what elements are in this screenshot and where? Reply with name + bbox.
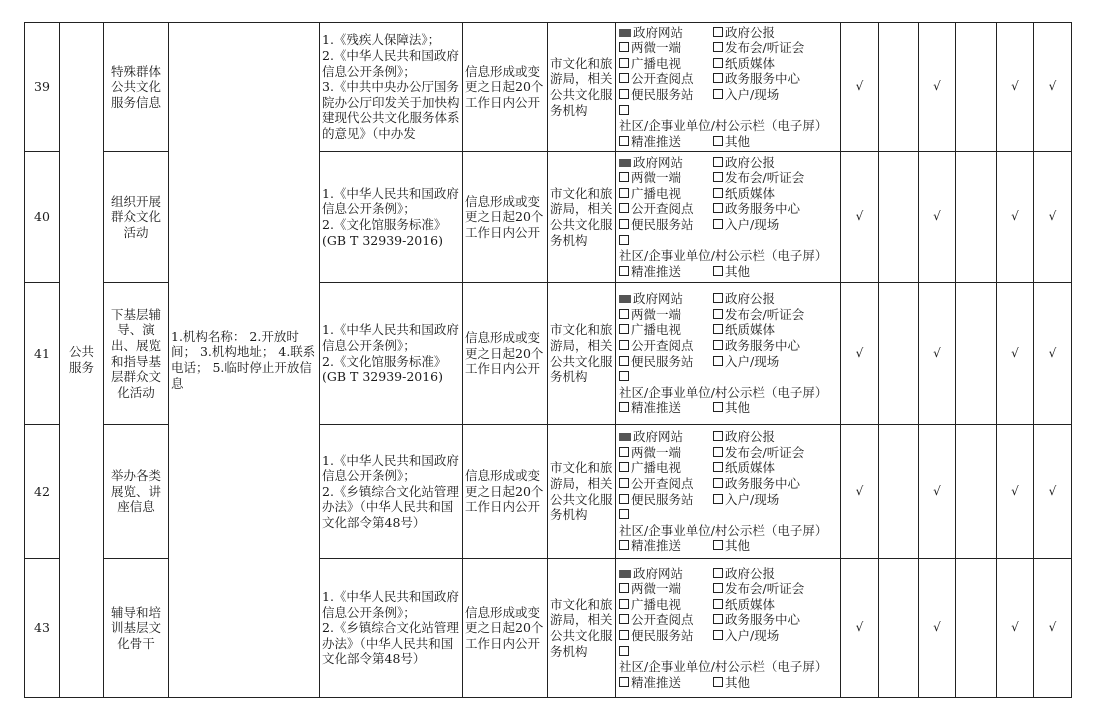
channel-label: 两微一端 — [631, 40, 682, 56]
check-mark-cell: √ — [841, 23, 879, 152]
check-mark-cell: √ — [919, 283, 956, 425]
checkbox-icon — [713, 188, 723, 198]
checkbox-icon — [619, 309, 629, 319]
subject-cell: 市文化和旅游局，相关公共文化服务机构 — [548, 559, 616, 698]
channel-option — [619, 217, 713, 233]
row-number: 42 — [25, 425, 60, 559]
check-mark-cell: √ — [1034, 559, 1072, 698]
check-mark-cell: √ — [919, 23, 956, 152]
checkbox-icon — [713, 58, 723, 68]
check-mark-cell: √ — [841, 152, 879, 283]
check-mark-cell: √ — [1034, 152, 1072, 283]
channel-option — [619, 675, 713, 691]
checkbox-icon — [713, 266, 723, 276]
check-mark-cell: √ — [1034, 23, 1072, 152]
checkbox-icon — [619, 42, 629, 52]
channel-label: 便民服务站 — [631, 217, 694, 232]
channel-cell — [616, 425, 841, 559]
channel-label: 两微一端 — [631, 170, 682, 186]
checkbox-icon — [713, 402, 723, 412]
checkbox-icon — [619, 478, 629, 488]
checkbox-icon — [713, 293, 723, 303]
subject-cell: 市文化和旅游局，相关公共文化服务机构 — [548, 23, 616, 152]
checkbox-icon — [619, 540, 629, 550]
channel-option — [713, 476, 838, 492]
channel-label: 发布会/听证会 — [725, 444, 805, 460]
channel-option — [713, 460, 838, 476]
channel-label: 其他 — [725, 538, 751, 554]
channel-label: 入户/现场 — [725, 353, 780, 369]
channel-label: 公开查阅点 — [631, 475, 694, 491]
channel-label: 发布会/听证会 — [725, 170, 805, 186]
item-cell: 举办各类展览、讲座信息 — [104, 425, 169, 559]
table-row — [25, 23, 1072, 152]
checkbox-icon — [619, 614, 629, 624]
channel-option — [713, 612, 838, 628]
checkbox-icon — [619, 89, 629, 99]
checkbox-icon — [619, 462, 629, 472]
channel-option — [619, 170, 713, 186]
basis-line: 1.《中华人民共和国政府信息公开条例》； — [322, 452, 459, 484]
channel-label: 公开查阅点 — [631, 71, 694, 87]
channel-option — [619, 492, 713, 508]
channel-option — [619, 628, 713, 644]
check-mark-cell: √ — [997, 425, 1034, 559]
channel-label: 纸质媒体 — [725, 596, 776, 612]
check-mark-cell: √ — [997, 152, 1034, 283]
channel-label: 其他 — [725, 400, 751, 416]
channel-option — [713, 170, 838, 186]
channel-label: 精准推送 — [631, 400, 682, 416]
checkbox-icon — [619, 371, 629, 381]
channel-option — [713, 429, 838, 445]
channel-option — [619, 186, 713, 202]
checkbox-icon — [619, 340, 629, 350]
channel-option — [713, 134, 838, 150]
channel-option — [619, 134, 713, 150]
item-cell: 辅导和培训基层文化骨干 — [104, 559, 169, 698]
basis-line: 3.《中共中央办公厅国务院办公厅印发关于加快构建现代公共文化服务体系的意见》（中办发 — [322, 79, 460, 141]
check-mark-cell: √ — [997, 559, 1034, 698]
channel-label: 广播电视 — [631, 55, 682, 71]
channel-option — [713, 186, 838, 202]
checkbox-icon — [619, 29, 631, 37]
channel-option — [619, 233, 838, 264]
time-cell: 信息形成或变更之日起20个工作日内公开 — [463, 425, 548, 559]
checkbox-icon — [619, 159, 631, 167]
check-mark-cell — [879, 23, 919, 152]
checkbox-icon — [619, 172, 629, 182]
checkbox-icon — [713, 568, 723, 578]
checkbox-icon — [713, 203, 723, 213]
channel-label: 入户/现场 — [725, 87, 780, 102]
check-mark-cell — [879, 283, 919, 425]
checkbox-icon — [619, 570, 631, 578]
channel-label: 政府网站 — [633, 291, 684, 307]
basis-line: 2.《乡镇综合文化站管理办法》（中华人民共和国文化部令第48号） — [322, 620, 459, 667]
checkbox-icon — [713, 27, 723, 37]
channel-option — [619, 460, 713, 476]
channel-label: 纸质媒体 — [725, 460, 776, 476]
channel-option — [619, 369, 838, 400]
check-mark-cell — [956, 152, 997, 283]
channel-label: 入户/现场 — [725, 217, 780, 232]
channel-option — [619, 581, 713, 597]
basis-cell — [320, 283, 463, 425]
checkbox-icon — [619, 203, 629, 213]
channel-label: 政府网站 — [633, 429, 684, 445]
checkbox-icon — [619, 583, 629, 593]
channel-option — [619, 322, 713, 338]
checkbox-icon — [619, 235, 629, 245]
channel-label: 政府公报 — [725, 291, 776, 307]
channel-label: 政府网站 — [633, 24, 684, 40]
check-mark-cell: √ — [841, 283, 879, 425]
basis-cell — [320, 23, 463, 152]
basis-line: 2.《文化馆服务标准》(GB T 32939-2016) — [322, 217, 447, 248]
channel-option — [619, 87, 713, 103]
check-mark-cell: √ — [841, 559, 879, 698]
row-number: 40 — [25, 152, 60, 283]
channel-label: 精准推送 — [631, 263, 682, 279]
basis-line: 2.《中华人民共和国政府信息公开条例》； — [322, 48, 459, 79]
channel-label: 其他 — [725, 674, 751, 690]
channel-label: 政府公报 — [725, 24, 776, 40]
checkbox-icon — [713, 340, 723, 350]
channel-option — [713, 675, 838, 691]
check-mark-cell: √ — [997, 283, 1034, 425]
channel-option — [713, 201, 838, 217]
basis-line: 1.《残疾人保障法》； — [322, 32, 441, 48]
channel-cell — [616, 152, 841, 283]
channel-option — [619, 264, 713, 280]
channel-cell — [616, 559, 841, 698]
channel-option — [713, 538, 838, 554]
checkbox-icon — [619, 219, 629, 229]
channel-label: 社区/企事业单位/村公示栏（电子屏） — [619, 522, 828, 538]
channel-label: 发布会/听证会 — [725, 581, 805, 597]
channel-option — [619, 445, 713, 461]
channel-label: 政务服务中心 — [725, 475, 801, 491]
channel-option — [619, 507, 838, 538]
channel-label: 广播电视 — [631, 596, 682, 612]
channel-option — [619, 155, 713, 171]
channel-option — [713, 25, 838, 41]
channel-option — [713, 291, 838, 307]
channel-option — [713, 354, 838, 370]
channel-label: 政府网站 — [633, 565, 684, 581]
channel-option — [713, 338, 838, 354]
checkbox-icon — [713, 478, 723, 488]
item-cell: 特殊群体公共文化服务信息 — [104, 23, 169, 152]
channel-option — [619, 56, 713, 72]
row-number: 43 — [25, 559, 60, 698]
channel-option — [619, 40, 713, 56]
basis-line: 1.《中华人民共和国政府信息公开条例》； — [322, 185, 459, 217]
check-mark-cell: √ — [919, 152, 956, 283]
check-mark-cell — [956, 425, 997, 559]
check-mark-cell: √ — [1034, 283, 1072, 425]
channel-option — [713, 400, 838, 416]
channel-label: 便民服务站 — [631, 628, 694, 643]
channel-label: 政务服务中心 — [725, 201, 801, 217]
basis-cell — [320, 152, 463, 283]
check-mark-cell — [879, 559, 919, 698]
channel-option — [619, 354, 713, 370]
checkbox-icon — [713, 73, 723, 83]
disclosure-table — [24, 22, 1072, 698]
checkbox-icon — [713, 630, 723, 640]
item-cell: 下基层辅导、演出、展览和指导基层群众文化活动 — [104, 283, 169, 425]
channel-label: 政务服务中心 — [725, 337, 801, 353]
channel-option — [619, 291, 713, 307]
channel-cell — [616, 23, 841, 152]
checkbox-icon — [713, 462, 723, 472]
checkbox-icon — [619, 295, 631, 303]
check-mark-cell — [956, 283, 997, 425]
time-cell: 信息形成或变更之日起20个工作日内公开 — [463, 559, 548, 698]
channel-option — [619, 71, 713, 87]
channel-label: 其他 — [725, 133, 751, 149]
content-cell: 1.机构名称： 2.开放时间； 3.机构地址； 4.联系电话； 5.临时停止开放信息 — [169, 23, 320, 698]
channel-label: 精准推送 — [631, 538, 682, 554]
channel-label: 政府公报 — [725, 565, 776, 581]
subject-cell: 市文化和旅游局，相关公共文化服务机构 — [548, 425, 616, 559]
channel-option — [619, 644, 838, 675]
checkbox-icon — [619, 447, 629, 457]
checkbox-icon — [619, 402, 629, 412]
checkbox-icon — [713, 356, 723, 366]
item-cell: 组织开展群众文化活动 — [104, 152, 169, 283]
check-mark-cell: √ — [919, 425, 956, 559]
checkbox-icon — [619, 599, 629, 609]
checkbox-icon — [619, 58, 629, 68]
checkbox-icon — [713, 219, 723, 229]
checkbox-icon — [713, 540, 723, 550]
channel-option — [619, 307, 713, 323]
checkbox-icon — [619, 188, 629, 198]
channel-label: 公开查阅点 — [631, 612, 694, 628]
subject-cell: 市文化和旅游局，相关公共文化服务机构 — [548, 152, 616, 283]
check-mark-cell: √ — [997, 23, 1034, 152]
checkbox-icon — [713, 599, 723, 609]
channel-option — [713, 597, 838, 613]
channel-label: 政府网站 — [633, 154, 684, 170]
time-cell: 信息形成或变更之日起20个工作日内公开 — [463, 152, 548, 283]
checkbox-icon — [619, 324, 629, 334]
channel-label: 广播电视 — [631, 185, 682, 201]
channel-label: 精准推送 — [631, 674, 682, 690]
row-number: 39 — [25, 23, 60, 152]
checkbox-icon — [713, 614, 723, 624]
channel-option — [713, 307, 838, 323]
checkbox-icon — [713, 157, 723, 167]
basis-line: 1.《中华人民共和国政府信息公开条例》； — [322, 589, 459, 620]
check-mark-cell: √ — [841, 425, 879, 559]
check-mark-cell: √ — [1034, 425, 1072, 559]
checkbox-icon — [619, 136, 629, 146]
checkbox-icon — [713, 583, 723, 593]
checkbox-icon — [619, 646, 629, 656]
checkbox-icon — [619, 105, 629, 115]
channel-label: 社区/企事业单位/村公示栏（电子屏） — [619, 118, 828, 134]
channel-label: 便民服务站 — [631, 353, 694, 369]
channel-label: 纸质媒体 — [725, 55, 776, 71]
channel-option — [713, 217, 838, 233]
channel-label: 纸质媒体 — [725, 322, 776, 338]
channel-label: 社区/企事业单位/村公示栏（电子屏） — [619, 248, 828, 264]
channel-cell — [616, 283, 841, 425]
basis-cell — [320, 559, 463, 698]
checkbox-icon — [619, 356, 629, 366]
channel-label: 政务服务中心 — [725, 71, 801, 87]
channel-label: 政府公报 — [725, 429, 776, 445]
checkbox-icon — [713, 42, 723, 52]
channel-label: 入户/现场 — [725, 628, 780, 643]
channel-option — [619, 597, 713, 613]
channel-option — [619, 201, 713, 217]
basis-line: 2.《文化馆服务标准》(GB T 32939-2016) — [322, 353, 447, 385]
channel-option — [619, 476, 713, 492]
check-mark-cell: √ — [919, 559, 956, 698]
channel-label: 公开查阅点 — [631, 337, 694, 353]
channel-label: 广播电视 — [631, 322, 682, 338]
channel-label: 社区/企事业单位/村公示栏（电子屏） — [619, 384, 828, 400]
checkbox-icon — [713, 172, 723, 182]
channel-label: 发布会/听证会 — [725, 306, 805, 322]
channel-option — [619, 566, 713, 582]
channel-label: 社区/企事业单位/村公示栏（电子屏） — [619, 659, 828, 675]
channel-option — [713, 322, 838, 338]
checkbox-icon — [619, 677, 629, 687]
checkbox-icon — [713, 447, 723, 457]
time-cell: 信息形成或变更之日起20个工作日内公开 — [463, 283, 548, 425]
checkbox-icon — [713, 494, 723, 504]
channel-label: 两微一端 — [631, 444, 682, 460]
checkbox-icon — [713, 136, 723, 146]
check-mark-cell — [956, 23, 997, 152]
checkbox-icon — [619, 73, 629, 83]
checkbox-icon — [619, 494, 629, 504]
channel-option — [713, 155, 838, 171]
checkbox-icon — [713, 431, 723, 441]
channel-option — [713, 445, 838, 461]
row-number: 41 — [25, 283, 60, 425]
checkbox-icon — [619, 433, 631, 441]
channel-label: 公开查阅点 — [631, 201, 694, 217]
channel-option — [713, 264, 838, 280]
channel-option — [713, 492, 838, 508]
channel-label: 政务服务中心 — [725, 612, 801, 628]
checkbox-icon — [713, 677, 723, 687]
basis-line: 2.《乡镇综合文化站管理办法》（中华人民共和国文化部令第48号） — [322, 483, 459, 530]
channel-label: 发布会/听证会 — [725, 40, 805, 56]
checkbox-icon — [619, 266, 629, 276]
checkbox-icon — [619, 630, 629, 640]
channel-option — [619, 538, 713, 554]
channel-option — [619, 103, 838, 134]
channel-option — [619, 338, 713, 354]
subject-cell: 市文化和旅游局，相关公共文化服务机构 — [548, 283, 616, 425]
checkbox-icon — [713, 89, 723, 99]
channel-label: 便民服务站 — [631, 87, 694, 102]
channel-label: 广播电视 — [631, 460, 682, 476]
channel-label: 两微一端 — [631, 306, 682, 322]
check-mark-cell — [879, 152, 919, 283]
basis-line: 1.《中华人民共和国政府信息公开条例》； — [322, 322, 459, 353]
channel-option — [619, 400, 713, 416]
checkbox-icon — [713, 309, 723, 319]
channel-label: 两微一端 — [631, 581, 682, 597]
channel-label: 便民服务站 — [631, 491, 694, 507]
channel-label: 政府公报 — [725, 154, 776, 170]
channel-option — [713, 56, 838, 72]
channel-label: 入户/现场 — [725, 491, 780, 507]
channel-label: 纸质媒体 — [725, 185, 776, 201]
channel-option — [713, 71, 838, 87]
channel-option — [619, 612, 713, 628]
channel-label: 精准推送 — [631, 133, 682, 149]
time-cell: 信息形成或变更之日起20个工作日内公开 — [463, 23, 548, 152]
basis-cell — [320, 425, 463, 559]
check-mark-cell — [879, 425, 919, 559]
channel-label: 其他 — [725, 263, 751, 279]
checkbox-icon — [713, 324, 723, 334]
check-mark-cell — [956, 559, 997, 698]
channel-option — [619, 25, 713, 41]
channel-option — [713, 628, 838, 644]
channel-option — [713, 581, 838, 597]
category-cell: 公共服务 — [60, 23, 104, 698]
checkbox-icon — [619, 509, 629, 519]
channel-option — [713, 566, 838, 582]
channel-option — [713, 40, 838, 56]
channel-option — [713, 87, 838, 103]
channel-option — [619, 429, 713, 445]
